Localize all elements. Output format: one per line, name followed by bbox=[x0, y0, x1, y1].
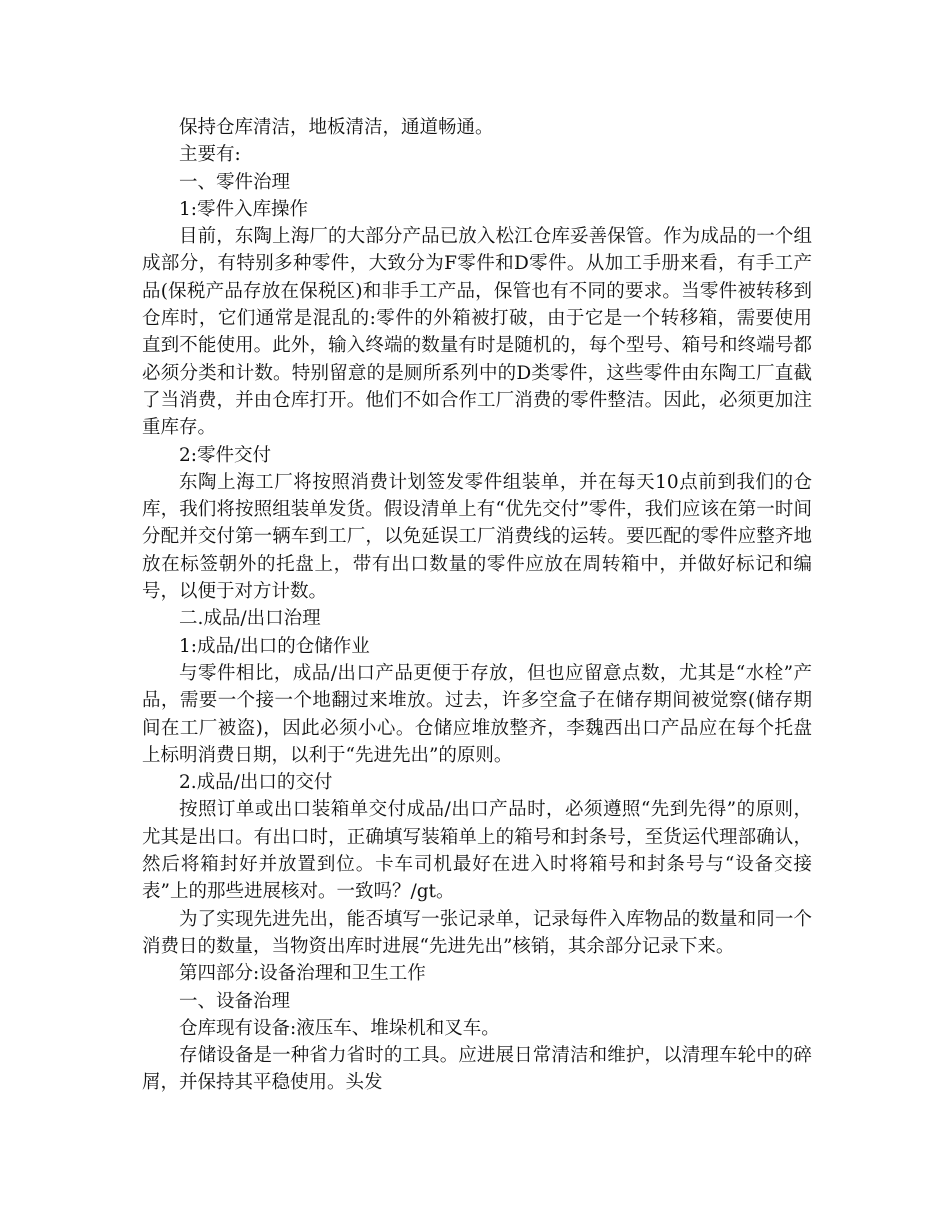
paragraph-finished-goods-delivery: 按照订单或出口装箱单交付成品/出口产品时，必须遵照“先到先得”的原则，尤其是出口。有出口时，正确填写装箱单上的箱号和封条号，至货运代理部确认，然后将箱封好并放置到位。卡车司机最好在进入时将箱号和封条号与“设备交接表”上的那些进展核对。一致吗？/gt。 bbox=[142, 799, 812, 903]
section-heading-finished-goods: 二.成品/出口治理 bbox=[179, 608, 321, 630]
paragraph-cleanliness: 保持仓库清洁，地板清洁，通道畅通。 bbox=[179, 117, 494, 138]
subheading-finished-goods-storage: 1:成品/出口的仓储作业 bbox=[179, 635, 370, 657]
paragraph-parts-delivery: 东陶上海工厂将按照消费计划签发零件组装单，并在每天10点前到我们的仓库，我们将按照组装单发货。假设清单上有“优先交付”零件，我们应该在第一时间分配并交付第一辆车到工厂，以免延误工厂消费线的运转。要匹配的零件应整齐地放在标签朝外的托盘上，带有出口数量的零件应放在周转箱中，并做好标记和编号，以便于对方计数。 bbox=[142, 471, 812, 603]
paragraph-parts-inbound: 目前，东陶上海厂的大部分产品已放入松江仓库妥善保管。作为成品的一个组成部分，有特别多种零件，大致分为F零件和D零件。从加工手册来看，有手工产品(保税产品存放在保税区)和非手工产品，保管也有不同的要求。当零件被转移到仓库时，它们通常是混乱的:零件的外箱被打破，由于它是一个转移箱，需要使用直到不能使用。此外，输入终端的数量有时是随机的，每个型号、箱号和终端号都必须分类和计数。特别留意的是厕所系列中的D类零件，这些零件由东陶工厂直截了当消费，并由仓库打开。他们不如合作工厂消费的零件整洁。因此，必须更加注重库存。 bbox=[142, 226, 812, 439]
section-heading-equipment-management: 一、设备治理 bbox=[179, 990, 291, 1012]
subheading-finished-goods-delivery: 2.成品/出口的交付 bbox=[179, 772, 333, 794]
paragraph-finished-goods-storage: 与零件相比，成品/出口产品更便于存放，但也应留意点数，尤其是“水栓”产品，需要一个接一个地翻过来堆放。过去，许多空盒子在储存期间被觉察(储存期间在工厂被盗)，因此必须小心。仓储应堆放整齐，李魏西出口产品应在每个托盘上标明消费日期，以利于“先进先出”的原则。 bbox=[142, 662, 812, 766]
section-heading-parts-management: 一、零件治理 bbox=[179, 171, 291, 193]
paragraph-main-items: 主要有: bbox=[179, 144, 241, 166]
subheading-parts-delivery: 2:零件交付 bbox=[179, 444, 272, 466]
section-heading-part-four: 第四部分:设备治理和卫生工作 bbox=[179, 963, 426, 985]
paragraph-equipment-maintenance: 存储设备是一种省力省时的工具。应进展日常清洁和维护，以清理车轮中的碎屑，并保持其平稳使用。头发 bbox=[142, 1045, 812, 1094]
subheading-parts-inbound: 1:零件入库操作 bbox=[179, 198, 309, 220]
paragraph-fifo-record: 为了实现先进先出，能否填写一张记录单，记录每件入库物品的数量和同一个消费日的数量，当物资出库时进展“先进先出”核销，其余部分记录下来。 bbox=[142, 908, 812, 957]
paragraph-existing-equipment: 仓库现有设备:液压车、堆垛机和叉车。 bbox=[179, 1017, 500, 1039]
document-page bbox=[142, 114, 812, 1097]
